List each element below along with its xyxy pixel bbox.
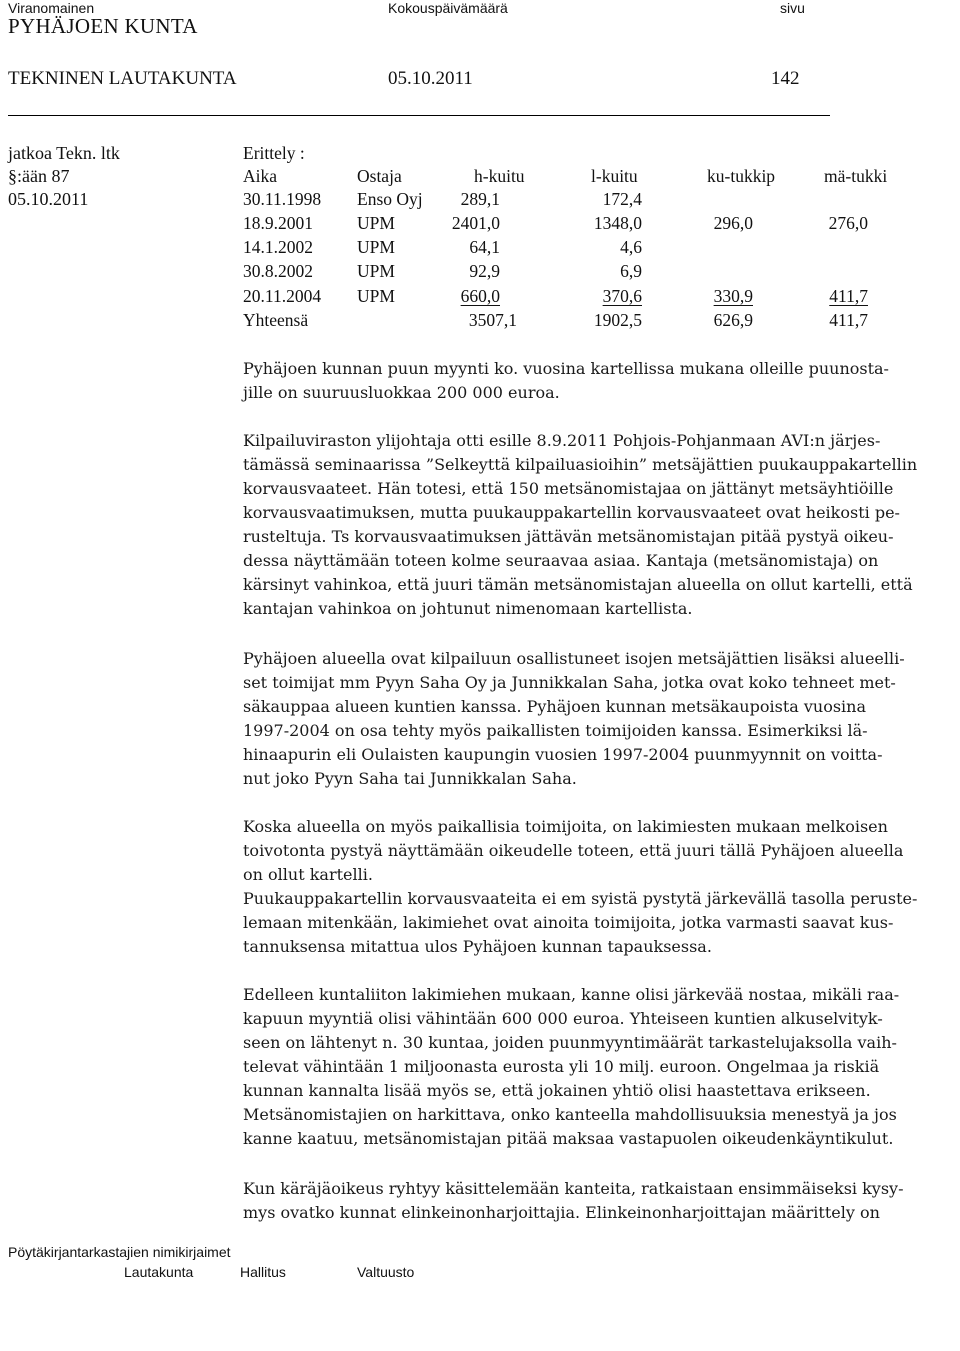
text-line: Koska alueella on myös paikallisia toimijoita, on lakimiesten mukaan melkoisen bbox=[243, 817, 888, 836]
cell-pine-pulp: 6,9 bbox=[620, 261, 642, 281]
text-line: toivotonta pystyä näyttämään oikeudelle toteen, että juuri tällä Pyhäjoen alueella bbox=[243, 841, 904, 860]
cell-date: 18.9.2001 bbox=[243, 213, 313, 233]
cell-buyer: UPM bbox=[357, 237, 395, 257]
cell-pine-log: 276,0 bbox=[828, 213, 868, 233]
text-line: kantajan vahinkoa on johtunut nimenomaan kartellista. bbox=[243, 599, 693, 618]
text-line: Metsänomistajien on harkittava, onko kanteella mahdollisuuksia menestyä ja jos bbox=[243, 1105, 897, 1124]
total-spruce-log: 626,9 bbox=[713, 310, 753, 330]
paragraph-district-court bbox=[243, 1177, 913, 1225]
text-line: Kun käräjäoikeus ryhtyy käsittelemään kanteita, ratkaistaan ensimmäiseksi kysy- bbox=[243, 1179, 904, 1198]
text-line: on ollut kartelli. bbox=[243, 865, 373, 884]
text-line: Kilpailuviraston ylijohtaja otti esille 8.9.2011 Pohjois-Pohjanmaan AVI:n järjes- bbox=[243, 431, 881, 450]
col-header-spruce-log: ku-tukkip bbox=[707, 166, 776, 186]
text-line: jille on suuruusluokkaa 200 000 euroa. bbox=[243, 383, 560, 402]
text-line: tannuksensa mitattua ulos Pyhäjoen kunnan tapauksessa. bbox=[243, 937, 712, 956]
header-label-meeting-date: Kokouspäivämäärä bbox=[388, 0, 508, 16]
text-line: 1997-2004 on osa tehty myös paikallisten toimijoiden kanssa. Esimerkiksi lä- bbox=[243, 721, 868, 740]
cell-birch-pulp: 2401,0 bbox=[451, 213, 500, 233]
text-line: korvausvaatimuksen, mutta puukauppakartellin korvausvaateet ovat heikosti pe- bbox=[243, 503, 900, 522]
text-line: kunnan kannalta lisää myös se, että jokainen yhtiö olisi haastettava erikseen. bbox=[243, 1081, 871, 1100]
text-line: kärsinyt vahinkoa, että juuri tämän metsänomistajan alueella on ollut kartelli, että bbox=[243, 575, 913, 594]
footer-government: Hallitus bbox=[240, 1264, 286, 1280]
cell-buyer: UPM bbox=[357, 261, 395, 281]
cell-date: 14.1.2002 bbox=[243, 237, 313, 257]
text-line: Edelleen kuntaliiton lakimiehen mukaan, kanne olisi järkevää nostaa, mikäli raa- bbox=[243, 985, 900, 1004]
cell-birch-pulp bbox=[461, 286, 500, 307]
col-header-pine-log: mä-tukki bbox=[824, 166, 888, 186]
text-line: säkauppaa alueen kuntien kanssa. Pyhäjoen kunnan metsäkaupoista vuosina bbox=[243, 697, 867, 716]
text-line: Puukauppakartellin korvausvaateita ei em syistä pystytä järkevällä tasolla peruste- bbox=[243, 889, 918, 908]
text-line: Pyhäjoen kunnan puun myynti ko. vuosina kartellissa mukana olleille puunosta- bbox=[243, 359, 889, 378]
total-label: Yhteensä bbox=[243, 310, 309, 330]
text-line: mys ovatko kunnat elinkeinonharjoittajia. Elinkeinonharjoittajan määrittely on bbox=[243, 1203, 880, 1222]
text-line: televat vähintään 1 miljoonasta eurosta yli 10 milj. euroon. Ongelmaa ja riskiä bbox=[243, 1057, 880, 1076]
footer-board: Lautakunta bbox=[124, 1264, 194, 1280]
text-line: lemaan mitenkään, lakimiehet ovat ainoita toimijoita, jotka varmasti saavat kus- bbox=[243, 913, 894, 932]
department-name: TEKNINEN LAUTAKUNTA bbox=[8, 68, 237, 89]
cell-pine-pulp bbox=[603, 286, 642, 307]
cell-pine-pulp: 1348,0 bbox=[593, 213, 642, 233]
header-label-page: sivu bbox=[780, 0, 805, 16]
cell-birch-pulp: 92,9 bbox=[469, 261, 500, 281]
paragraph-sales-amount bbox=[243, 357, 913, 405]
cell-birch-pulp: 289,1 bbox=[460, 189, 500, 209]
text-line: Pyhäjoen alueella ovat kilpailuun osallistuneet isojen metsäjättien lisäksi alueelli- bbox=[243, 649, 905, 668]
footer-title: Pöytäkirjantarkastajien nimikirjaimet bbox=[8, 1244, 231, 1260]
text-line: hinaapurin eli Oulaisten kaupungin vuosien 1997-2004 puunmyynnit on voitta- bbox=[243, 745, 883, 764]
table-title: Erittely : bbox=[243, 143, 305, 163]
paragraph-competition-authority bbox=[243, 429, 918, 621]
paragraph-lawyers-opinion bbox=[243, 815, 918, 959]
cell-date: 20.11.2004 bbox=[243, 286, 322, 306]
col-header-buyer: Ostaja bbox=[357, 166, 402, 186]
cell-pine-pulp-value: 370,6 bbox=[602, 286, 642, 306]
total-birch-pulp: 3507,1 bbox=[468, 310, 517, 330]
cell-date: 30.11.1998 bbox=[243, 189, 322, 209]
cell-birch-pulp: 64,1 bbox=[469, 237, 500, 257]
cell-pine-pulp: 4,6 bbox=[620, 237, 642, 257]
total-pine-pulp: 1902,5 bbox=[593, 310, 642, 330]
cell-buyer: Enso Oyj bbox=[357, 189, 423, 209]
paragraph-municipal-association bbox=[243, 983, 913, 1151]
page-number: 142 bbox=[771, 68, 800, 89]
section-number: §:ään 87 bbox=[8, 166, 70, 186]
cell-spruce-log-value: 330,9 bbox=[713, 286, 753, 306]
cell-pine-log bbox=[829, 286, 868, 307]
cell-birch-pulp-value: 660,0 bbox=[460, 286, 500, 306]
cell-buyer: UPM bbox=[357, 213, 395, 233]
text-line: korvausvaateet. Hän totesi, että 150 metsänomistajaa on jättänyt metsäyhtiöille bbox=[243, 479, 894, 498]
cell-spruce-log: 296,0 bbox=[713, 213, 753, 233]
cell-date: 30.8.2002 bbox=[243, 261, 313, 281]
cell-spruce-log bbox=[714, 286, 753, 307]
header-label-authority: Viranomainen bbox=[8, 0, 95, 16]
paragraph-local-operators bbox=[243, 647, 913, 791]
text-line: rusteltuja. Ts korvausvaatimuksen jättävän metsänomistajan pitää pystyä oikeu- bbox=[243, 527, 894, 546]
col-header-pine-pulp: l-kuitu bbox=[591, 166, 638, 186]
footer-council: Valtuusto bbox=[357, 1264, 415, 1280]
cell-pine-pulp: 172,4 bbox=[602, 189, 642, 209]
col-header-date: Aika bbox=[243, 166, 278, 186]
col-header-birch-pulp: h-kuitu bbox=[474, 166, 525, 186]
meeting-date: 05.10.2011 bbox=[388, 68, 473, 89]
cell-pine-log-value: 411,7 bbox=[829, 286, 868, 306]
text-line: tämässä seminaarissa ”Selkeyttä kilpailuasioihin” metsäjättien puukauppakartellin bbox=[243, 455, 918, 474]
text-line: kanne kaatuu, metsänomistajan pitää maksaa vastapuolen oikeudenkäyntikulut. bbox=[243, 1129, 894, 1148]
header-divider bbox=[8, 115, 830, 116]
text-line: dessa näyttämään toteen kolme seuraavaa asiaa. Kantaja (metsänomistaja) on bbox=[243, 551, 879, 570]
text-line: seen on lähtenyt n. 30 kuntaa, joiden puunmyyntimäärät tarkastelujaksolla vaih- bbox=[243, 1033, 897, 1052]
text-line: nut joko Pyyn Saha tai Junnikkalan Saha. bbox=[243, 769, 577, 788]
cell-buyer: UPM bbox=[357, 286, 395, 306]
organization-name: PYHÄJOEN KUNTA bbox=[8, 14, 198, 38]
total-pine-log: 411,7 bbox=[829, 310, 868, 330]
text-line: kapuun myyntiä olisi vähintään 600 000 euroa. Yhteiseen kuntien alkuselvityk- bbox=[243, 1009, 883, 1028]
text-line: set toimijat mm Pyyn Saha Oy ja Junnikkalan Saha, jotka ovat koko tehneet met- bbox=[243, 673, 896, 692]
section-date: 05.10.2011 bbox=[8, 189, 89, 209]
section-continuation: jatkoa Tekn. ltk bbox=[8, 143, 120, 163]
